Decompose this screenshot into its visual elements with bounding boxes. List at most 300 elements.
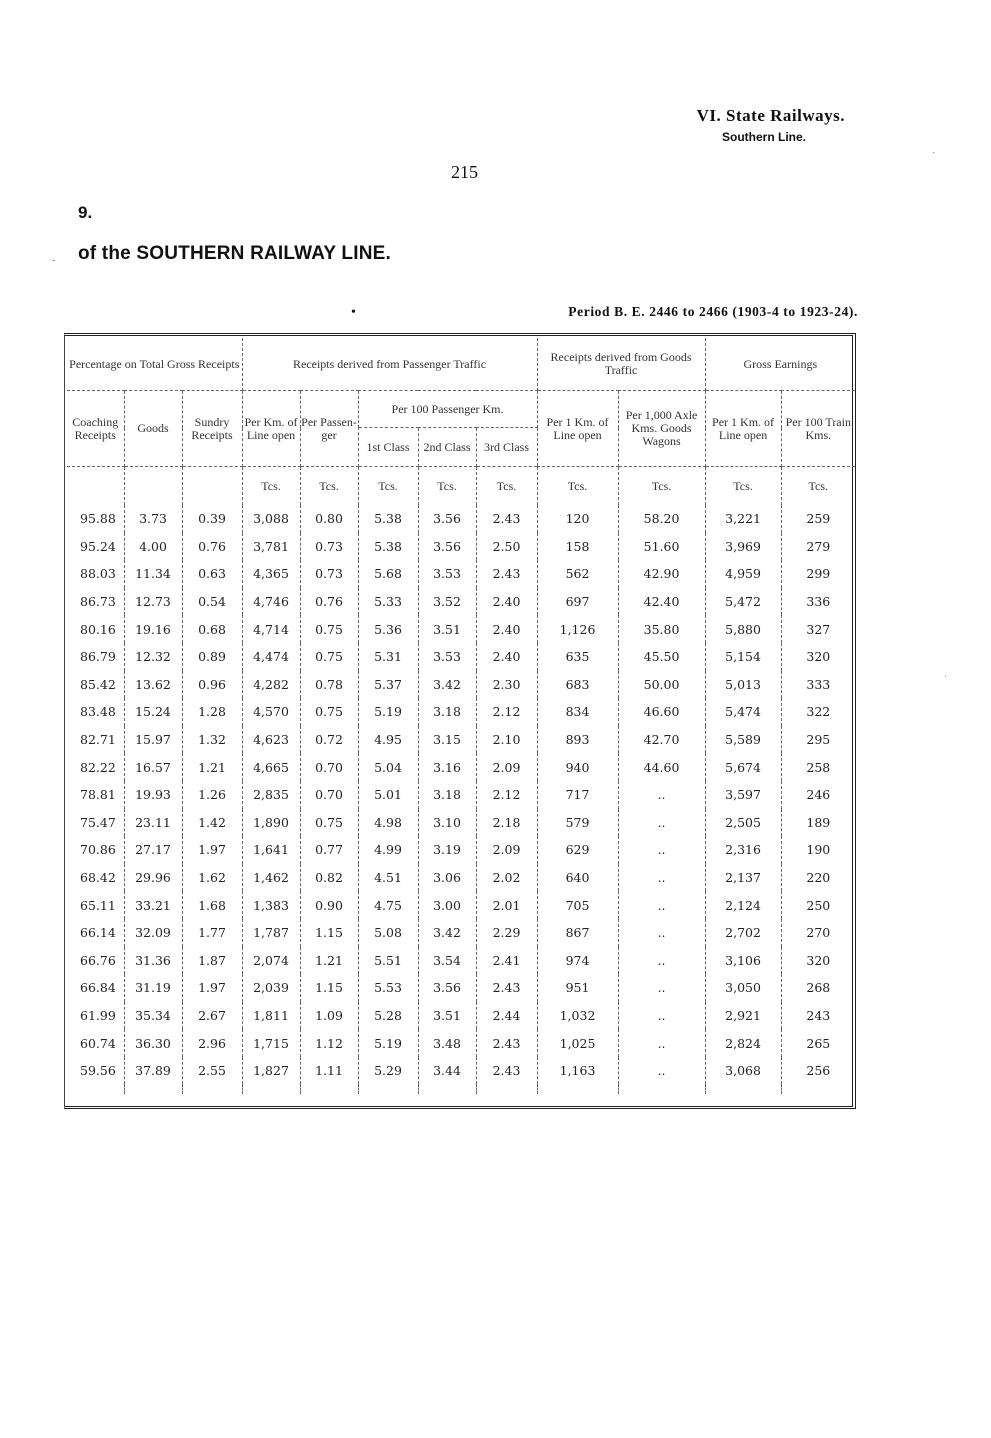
table-cell: 190: [806, 842, 831, 858]
table-cell: 2.29: [476, 919, 537, 947]
table-cell: 243: [806, 1007, 831, 1023]
table-cell: 16.57: [124, 753, 182, 781]
col-header-goods-per-km: Per 1 Km. of Line open: [537, 391, 618, 467]
table-cell: 320: [806, 649, 831, 665]
table-cell: 5.08: [358, 919, 418, 947]
table-cell: 35.34: [124, 1002, 182, 1030]
table-cell: 0.75: [300, 809, 358, 837]
table-cell: 279: [806, 538, 831, 554]
table-cell: 0.89: [182, 643, 242, 671]
table-cell: 705: [537, 891, 618, 919]
table-cell: 42.90: [618, 560, 705, 588]
table-cell: 12.73: [124, 588, 182, 616]
group-header-percentage: Percentage on Total Gross Receipts: [67, 338, 242, 391]
table-cell: 66.14: [67, 919, 124, 947]
table-cell: 3.16: [418, 753, 476, 781]
table-cell: 5.36: [358, 615, 418, 643]
table-cell: 15.97: [124, 726, 182, 754]
table-cell: 83.48: [67, 698, 124, 726]
table-cell: 1.15: [300, 919, 358, 947]
table-cell: 5,880: [705, 615, 781, 643]
table-cell: 2.40: [476, 643, 537, 671]
col-header-goods: Goods: [124, 391, 182, 467]
table-cell: 29.96: [124, 864, 182, 892]
spacer-cell: [705, 1084, 781, 1094]
table-cell: 1,032: [537, 1002, 618, 1030]
table-cell: 3,088: [242, 505, 300, 533]
table-cell: 3.53: [418, 643, 476, 671]
table-cell: ..: [618, 919, 705, 947]
table-cell: 3.51: [418, 615, 476, 643]
table-cell: 265: [806, 1035, 831, 1051]
table-cell: 270: [806, 925, 831, 941]
units-row: [67, 467, 855, 506]
table-cell: 0.96: [182, 671, 242, 699]
table-cell: 1,787: [242, 919, 300, 947]
table-cell: 66.76: [67, 947, 124, 975]
table-cell: 320: [806, 952, 831, 968]
table-cell: 58.20: [618, 505, 705, 533]
table-cell: 5,013: [705, 671, 781, 699]
table-cell: 82.71: [67, 726, 124, 754]
section-title: VI. State Railways.: [696, 106, 845, 125]
table-cell: 95.24: [67, 533, 124, 561]
table-cell: 4,746: [242, 588, 300, 616]
table-cell: 1.32: [182, 726, 242, 754]
table-cell: 2.12: [476, 781, 537, 809]
table-cell: 0.78: [300, 671, 358, 699]
table-cell: 31.36: [124, 947, 182, 975]
table-cell: 27.17: [124, 836, 182, 864]
table-cell: 940: [537, 753, 618, 781]
table-cell: 1.09: [300, 1002, 358, 1030]
table-cell: 951: [537, 974, 618, 1002]
table-cell: 5.19: [358, 698, 418, 726]
table-cell: 5.53: [358, 974, 418, 1002]
col-header-first-class: 1st Class: [358, 428, 418, 467]
col-header-per-100-passenger-km: Per 100 Passenger Km.: [358, 391, 537, 428]
table-cell: 299: [806, 566, 831, 582]
table-cell: 66.84: [67, 974, 124, 1002]
table-cell: 1,025: [537, 1029, 618, 1057]
table-cell: ..: [618, 836, 705, 864]
table-cell: 4.98: [358, 809, 418, 837]
unit-cell: [67, 467, 124, 506]
table-row: [67, 615, 855, 643]
table-cell: 579: [537, 809, 618, 837]
table-cell: 3.73: [124, 505, 182, 533]
table-cell: 867: [537, 919, 618, 947]
table-cell: 1.68: [182, 891, 242, 919]
spacer-cell: [124, 1084, 182, 1094]
group-header-goods: Receipts derived from Goods Traffic: [537, 338, 705, 391]
table-cell: 2.43: [476, 974, 537, 1002]
table-cell: 0.75: [300, 615, 358, 643]
table-cell: ..: [618, 809, 705, 837]
table-cell: 336: [806, 594, 831, 610]
table-cell: 0.75: [300, 698, 358, 726]
table-cell: 0.70: [300, 781, 358, 809]
table-cell: 2,702: [705, 919, 781, 947]
unit-cell: Tcs.: [358, 467, 418, 506]
table-cell: 1.62: [182, 864, 242, 892]
table-cell: ..: [618, 1002, 705, 1030]
table-cell: 0.76: [300, 588, 358, 616]
table-cell: 15.24: [124, 698, 182, 726]
unit-cell: Tcs.: [300, 467, 358, 506]
table-cell: 2,921: [705, 1002, 781, 1030]
table-cell: 1.11: [300, 1057, 358, 1085]
table-cell: 1.97: [182, 836, 242, 864]
scan-speck: ·: [944, 672, 948, 683]
table-cell: 11.34: [124, 560, 182, 588]
table-cell: 12.32: [124, 643, 182, 671]
table-row: [67, 947, 855, 975]
table-cell: 834: [537, 698, 618, 726]
table-cell: 2.01: [476, 891, 537, 919]
table-cell: 2.67: [182, 1002, 242, 1030]
table-row: [67, 1002, 855, 1030]
table-cell: 59.56: [67, 1057, 124, 1085]
table-row: [67, 505, 855, 533]
table-cell: 68.42: [67, 864, 124, 892]
table-cell: 2.43: [476, 1057, 537, 1085]
table-cell: 220: [806, 870, 831, 886]
table-cell: 2,505: [705, 809, 781, 837]
table-cell: 2.40: [476, 588, 537, 616]
table-cell: 2.96: [182, 1029, 242, 1057]
unit-cell: Tcs.: [537, 467, 618, 506]
table-cell: 562: [537, 560, 618, 588]
col-header-goods-per-axle-km: Per 1,000 Axle Kms. Goods Wagons: [618, 391, 705, 467]
table-cell: 333: [806, 676, 831, 692]
table-cell: 2.44: [476, 1002, 537, 1030]
table-cell: 4,959: [705, 560, 781, 588]
railway-statistics-table: [67, 338, 855, 1094]
table-cell: 2.09: [476, 836, 537, 864]
table-cell: 4,365: [242, 560, 300, 588]
table-cell: 42.40: [618, 588, 705, 616]
table-cell: ..: [618, 947, 705, 975]
spacer-cell: [67, 1084, 124, 1094]
table-row: [67, 974, 855, 1002]
table-cell: 295: [806, 732, 831, 748]
table-cell: 3,781: [242, 533, 300, 561]
table-cell: 3,068: [705, 1057, 781, 1085]
table-cell: 85.42: [67, 671, 124, 699]
table-cell: 23.11: [124, 809, 182, 837]
table-cell: 2.30: [476, 671, 537, 699]
table-cell: 4.99: [358, 836, 418, 864]
table-cell: 3.42: [418, 919, 476, 947]
table-cell: 258: [806, 759, 831, 775]
table-row: [67, 919, 855, 947]
table-cell: 51.60: [618, 533, 705, 561]
table-cell: 70.86: [67, 836, 124, 864]
table-cell: 36.30: [124, 1029, 182, 1057]
scan-speck: ·: [932, 148, 936, 159]
table-cell: 3.56: [418, 505, 476, 533]
table-cell: 3.18: [418, 781, 476, 809]
table-cell: 46.60: [618, 698, 705, 726]
table-cell: 1.42: [182, 809, 242, 837]
table-cell: 3,106: [705, 947, 781, 975]
table-cell: 19.16: [124, 615, 182, 643]
table-cell: 2.12: [476, 698, 537, 726]
unit-cell: [124, 467, 182, 506]
table-cell: 3.15: [418, 726, 476, 754]
table-cell: 1.26: [182, 781, 242, 809]
table-cell: 4,282: [242, 671, 300, 699]
table-cell: 697: [537, 588, 618, 616]
table-cell: 1,715: [242, 1029, 300, 1057]
table-cell: 322: [806, 704, 831, 720]
table-cell: 4,570: [242, 698, 300, 726]
table-cell: 2.18: [476, 809, 537, 837]
table-cell: ..: [618, 864, 705, 892]
table-cell: 95.88: [67, 505, 124, 533]
table-cell: 1.21: [300, 947, 358, 975]
table-cell: 5,674: [705, 753, 781, 781]
page-number: 215: [451, 162, 478, 182]
group-header-passenger: Receipts derived from Passenger Traffic: [242, 338, 537, 391]
table-row: [67, 1029, 855, 1057]
table-row: [67, 836, 855, 864]
table-cell: 5.51: [358, 947, 418, 975]
table-cell: 893: [537, 726, 618, 754]
table-cell: 1,641: [242, 836, 300, 864]
table-cell: 1.87: [182, 947, 242, 975]
table-cell: 189: [806, 814, 831, 830]
table-cell: 1,827: [242, 1057, 300, 1085]
table-cell: 2.41: [476, 947, 537, 975]
table-cell: 0.70: [300, 753, 358, 781]
table-bottom-spacer: [67, 1084, 855, 1094]
table-cell: 3.48: [418, 1029, 476, 1057]
table-title: of the SOUTHERN RAILWAY LINE.: [78, 243, 391, 264]
table-cell: 44.60: [618, 753, 705, 781]
group-header-gross: Gross Earnings: [705, 338, 855, 391]
spacer-cell: [182, 1084, 242, 1094]
table-cell: 65.11: [67, 891, 124, 919]
table-cell: 33.21: [124, 891, 182, 919]
table-cell: 3.52: [418, 588, 476, 616]
table-cell: 3.56: [418, 974, 476, 1002]
table-cell: 1.97: [182, 974, 242, 1002]
table-cell: 13.62: [124, 671, 182, 699]
table-cell: ..: [618, 891, 705, 919]
table-cell: 3.18: [418, 698, 476, 726]
table-cell: ..: [618, 1057, 705, 1085]
table-cell: 4.75: [358, 891, 418, 919]
table-cell: 1.15: [300, 974, 358, 1002]
spacer-cell: [242, 1084, 300, 1094]
table-cell: 3.51: [418, 1002, 476, 1030]
table-cell: 5.28: [358, 1002, 418, 1030]
table-cell: 2,316: [705, 836, 781, 864]
table-cell: 0.63: [182, 560, 242, 588]
table-cell: 80.16: [67, 615, 124, 643]
table-cell: 86.73: [67, 588, 124, 616]
table-cell: 0.76: [182, 533, 242, 561]
col-header-per-passenger: Per Passen- ger: [300, 391, 358, 467]
table-cell: 5.04: [358, 753, 418, 781]
table-number: 9.: [78, 203, 93, 222]
table-cell: 974: [537, 947, 618, 975]
table-cell: 2.43: [476, 505, 537, 533]
spacer-cell: [300, 1084, 358, 1094]
table-cell: 2.09: [476, 753, 537, 781]
table-cell: 4,623: [242, 726, 300, 754]
table-cell: 5.19: [358, 1029, 418, 1057]
table-cell: 120: [537, 505, 618, 533]
table-cell: 32.09: [124, 919, 182, 947]
table-cell: 629: [537, 836, 618, 864]
period-heading: Period B. E. 2446 to 2466 (1903-4 to 1923-24).: [568, 304, 858, 319]
table-row: [67, 891, 855, 919]
spacer-cell: [476, 1084, 537, 1094]
table-cell: 5,589: [705, 726, 781, 754]
table-cell: 3,597: [705, 781, 781, 809]
table-cell: 1,383: [242, 891, 300, 919]
scan-speck: -: [52, 255, 56, 266]
table-cell: 1.28: [182, 698, 242, 726]
table-cell: 246: [806, 787, 831, 803]
table-cell: 3.44: [418, 1057, 476, 1085]
table-cell: 2.40: [476, 615, 537, 643]
table-cell: 3,969: [705, 533, 781, 561]
table-cell: 0.90: [300, 891, 358, 919]
table-cell: 4,665: [242, 753, 300, 781]
spacer-cell: [618, 1084, 705, 1094]
table-cell: 0.68: [182, 615, 242, 643]
col-header-gross-per-km: Per 1 Km. of Line open: [705, 391, 781, 467]
table-cell: 4.51: [358, 864, 418, 892]
table-cell: 2.50: [476, 533, 537, 561]
table-cell: 2.43: [476, 560, 537, 588]
table-cell: 158: [537, 533, 618, 561]
table-cell: 75.47: [67, 809, 124, 837]
table-cell: 5.33: [358, 588, 418, 616]
col-header-second-class: 2nd Class: [418, 428, 476, 467]
unit-cell: Tcs.: [476, 467, 537, 506]
table-cell: 60.74: [67, 1029, 124, 1057]
table-cell: 3.19: [418, 836, 476, 864]
table-cell: 2.55: [182, 1057, 242, 1085]
table-row: [67, 671, 855, 699]
unit-cell: Tcs.: [808, 478, 829, 493]
table-cell: 3.06: [418, 864, 476, 892]
table-cell: 45.50: [618, 643, 705, 671]
table-cell: 2,124: [705, 891, 781, 919]
table-cell: 0.54: [182, 588, 242, 616]
table-cell: 37.89: [124, 1057, 182, 1085]
spacer-cell: [781, 1084, 855, 1094]
table-cell: 61.99: [67, 1002, 124, 1030]
table-cell: 2,074: [242, 947, 300, 975]
table-cell: 250: [806, 897, 831, 913]
unit-cell: Tcs.: [242, 467, 300, 506]
table-cell: 683: [537, 671, 618, 699]
table-cell: 0.39: [182, 505, 242, 533]
table-cell: 3.56: [418, 533, 476, 561]
col-header-sundry: Sundry Receipts: [182, 391, 242, 467]
table-cell: 259: [806, 511, 831, 527]
table-cell: 0.77: [300, 836, 358, 864]
table-cell: ..: [618, 781, 705, 809]
table-cell: 5.37: [358, 671, 418, 699]
table-cell: 1,811: [242, 1002, 300, 1030]
unit-cell: Tcs.: [705, 467, 781, 506]
table-cell: 5.68: [358, 560, 418, 588]
table-cell: 1.21: [182, 753, 242, 781]
spacer-cell: [358, 1084, 418, 1094]
table-cell: 0.72: [300, 726, 358, 754]
table-cell: 4,714: [242, 615, 300, 643]
spacer-cell: [418, 1084, 476, 1094]
table-cell: 19.93: [124, 781, 182, 809]
table-cell: 1,462: [242, 864, 300, 892]
table-cell: 3.10: [418, 809, 476, 837]
table-cell: 2.43: [476, 1029, 537, 1057]
table-cell: 4,474: [242, 643, 300, 671]
table-cell: ..: [618, 1029, 705, 1057]
table-cell: ..: [618, 974, 705, 1002]
table-cell: 5,154: [705, 643, 781, 671]
table-cell: 1.77: [182, 919, 242, 947]
table-cell: 640: [537, 864, 618, 892]
table-row: [67, 643, 855, 671]
table-cell: 0.82: [300, 864, 358, 892]
table-cell: 35.80: [618, 615, 705, 643]
table-cell: 5.38: [358, 505, 418, 533]
table-cell: 82.22: [67, 753, 124, 781]
table-cell: 0.73: [300, 560, 358, 588]
table-row: [67, 726, 855, 754]
table-row: [67, 698, 855, 726]
table-row: [67, 588, 855, 616]
table-cell: 1,890: [242, 809, 300, 837]
table-cell: 2.02: [476, 864, 537, 892]
table-cell: 0.75: [300, 643, 358, 671]
table-cell: 88.03: [67, 560, 124, 588]
bullet-mark: •: [351, 305, 356, 320]
table-row: [67, 753, 855, 781]
unit-cell: Tcs.: [418, 467, 476, 506]
table-cell: 50.00: [618, 671, 705, 699]
table-cell: 1,126: [537, 615, 618, 643]
table-cell: 0.80: [300, 505, 358, 533]
table-row: [67, 1057, 855, 1085]
table-cell: 327: [806, 621, 831, 637]
table-cell: 5.38: [358, 533, 418, 561]
table-cell: 2,039: [242, 974, 300, 1002]
col-header-per-km-line: Per Km. of Line open: [242, 391, 300, 467]
col-header-coaching: Coaching Receipts: [67, 391, 124, 467]
table-row: [67, 560, 855, 588]
table-cell: 3.53: [418, 560, 476, 588]
section-subtitle: Southern Line.: [722, 130, 806, 144]
table-cell: 1.12: [300, 1029, 358, 1057]
table-cell: 5,472: [705, 588, 781, 616]
table-row: [67, 533, 855, 561]
table-cell: 268: [806, 980, 831, 996]
table-cell: 4.00: [124, 533, 182, 561]
table-cell: 5,474: [705, 698, 781, 726]
table-cell: 1,163: [537, 1057, 618, 1085]
table-cell: 2,824: [705, 1029, 781, 1057]
unit-cell: Tcs.: [618, 467, 705, 506]
